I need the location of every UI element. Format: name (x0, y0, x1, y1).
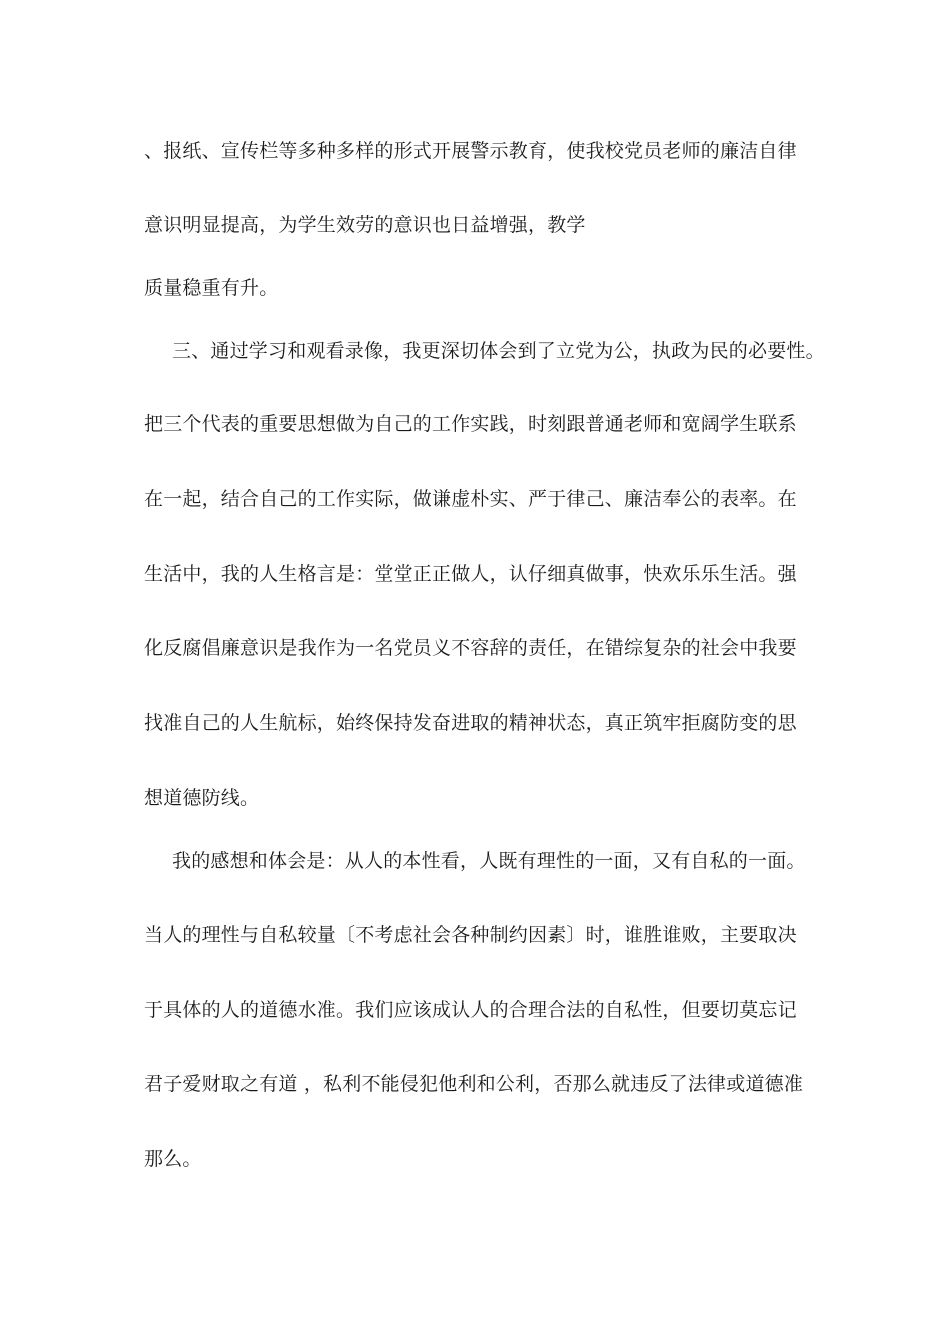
text-line-6: 在一起，结合自己的工作实际，做谦虚朴实、严于律己、廉洁奉公的表率。在 (144, 488, 797, 510)
text-line-8: 化反腐倡廉意识是我作为一名党员义不容辞的责任，在错综复杂的社会中我要 (144, 637, 797, 659)
text-line-7: 生活中，我的人生格言是：堂堂正正做人，认仔细真做事，快欢乐乐生活。强 (144, 563, 797, 585)
text-line-4: 三、通过学习和观看录像，我更深切体会到了立党为公，执政为民的必要性。 (172, 340, 825, 362)
text-line-13: 于具体的人的道德水准。我们应该成认人的合理合法的自私性，但要切莫忘记 (144, 999, 797, 1021)
text-line-9: 找准自己的人生航标，始终保持发奋进取的精神状态，真正筑牢拒腐防变的思 (144, 712, 797, 734)
text-line-15: 那么。 (144, 1148, 202, 1170)
text-line-12: 当人的理性与自私较量〔不考虑社会各种制约因素〕时，谁胜谁败，主要取决 (144, 924, 797, 946)
text-line-1: 、报纸、宣传栏等多种多样的形式开展警示教育，使我校党员老师的廉洁自律 (144, 140, 797, 162)
text-line-2: 意识明显提高，为学生效劳的意识也日益增强，教学 (144, 214, 586, 236)
text-line-5: 把三个代表的重要思想做为自己的工作实践，时刻跟普通老师和宽阔学生联系 (144, 413, 797, 435)
text-line-11: 我的感想和体会是：从人的本性看，人既有理性的一面，又有自私的一面。 (172, 850, 806, 872)
text-line-3: 质量稳重有升。 (144, 277, 279, 299)
text-line-14: 君子爱财取之有道 ，私利不能侵犯他利和公利，否那么就违反了法律或道德准 (144, 1073, 804, 1095)
text-line-10: 想道德防线。 (144, 787, 260, 809)
